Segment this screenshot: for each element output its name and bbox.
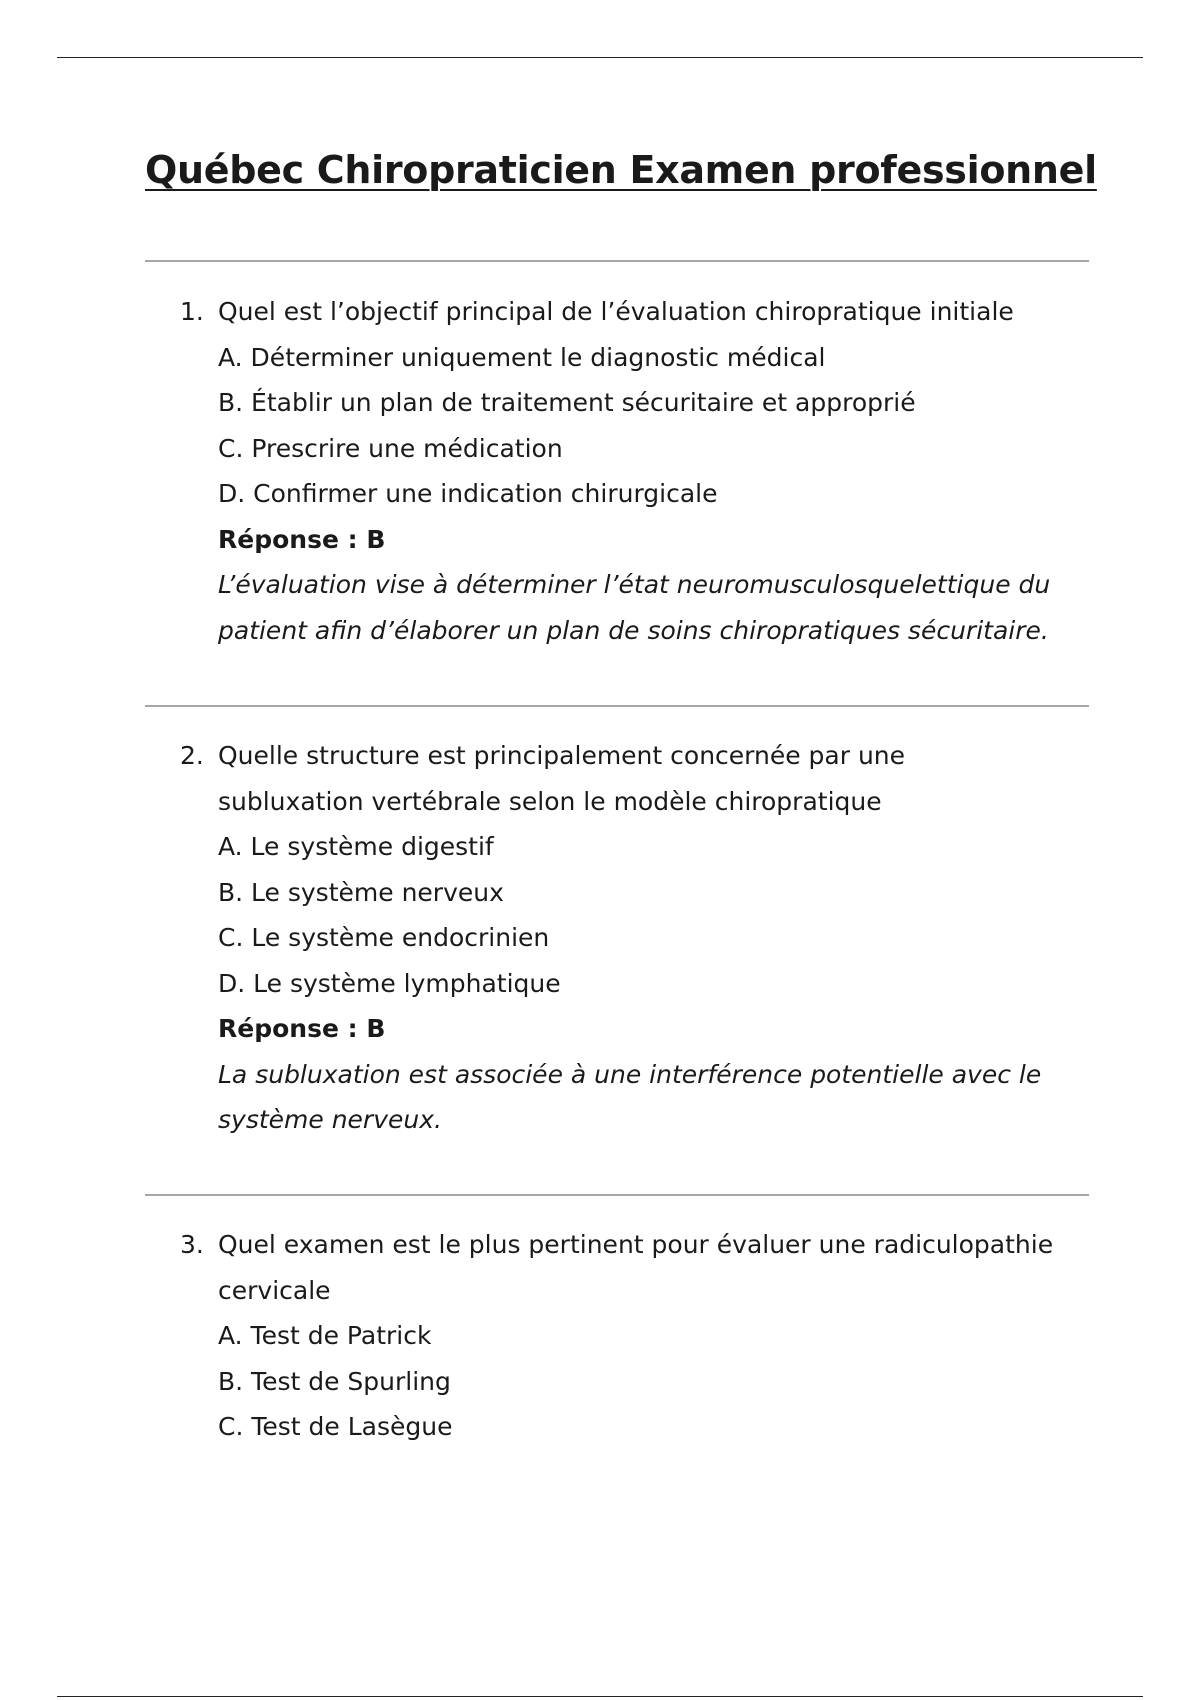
question-stem — [180, 733, 1100, 824]
option-c: C. Prescrire une médication — [218, 433, 563, 463]
question-3 — [180, 1222, 1100, 1450]
option-b: B. Test de Spurling — [218, 1366, 451, 1396]
page-bottom-rule — [57, 1696, 1143, 1697]
answer-label: Réponse : B — [218, 524, 386, 554]
question-number: 2. — [180, 741, 204, 770]
option-c: C. Le système endocrinien — [218, 923, 550, 952]
option-b: B. Établir un plan de traitement sécuritaire et approprié — [218, 388, 916, 417]
answer-label: Réponse : B — [218, 1014, 386, 1043]
option-a: A. Test de Patrick — [218, 1321, 432, 1350]
question-number: 3. — [180, 1230, 204, 1259]
section-divider — [145, 1194, 1089, 1196]
explanation-line: La subluxation est associée à une interférence potentielle avec le — [218, 1059, 1042, 1089]
question-1 — [180, 289, 1100, 653]
document-title: Québec Chiropraticien Examen professionnel — [145, 148, 1097, 192]
option-a: A. Déterminer uniquement le diagnostic médical — [218, 342, 826, 372]
option-d: D. Le système lymphatique — [218, 968, 561, 998]
question-number: 1. — [180, 297, 204, 326]
question-stem-line: Quelle structure est principalement concernée par une — [218, 741, 906, 770]
section-divider — [145, 260, 1089, 262]
question-stem-line: cervicale — [218, 1275, 331, 1305]
explanation-line: L’évaluation vise à déterminer l’état neuromusculosquelettique du — [218, 570, 1051, 599]
option-d: D. Confirmer une indication chirurgicale — [218, 479, 718, 508]
explanation-line: système nerveux. — [218, 1105, 442, 1134]
question-stem-line: Quel examen est le plus pertinent pour évaluer une radiculopathie — [218, 1230, 1054, 1259]
page-top-rule — [57, 57, 1143, 58]
option-b: B. Le système nerveux — [218, 877, 504, 907]
explanation-line: patient afin d’élaborer un plan de soins chiropratiques sécuritaire. — [218, 615, 1049, 645]
option-a: A. Le système digestif — [218, 832, 494, 861]
question-stem — [180, 1222, 1100, 1313]
question-stem-line: Quel est l’objectif principal de l’évaluation chiropratique initiale — [218, 297, 1014, 326]
section-divider — [145, 705, 1089, 707]
question-stem-line: subluxation vertébrale selon le modèle chiropratique — [218, 786, 882, 816]
question-2 — [180, 733, 1100, 1143]
question-stem — [180, 289, 1100, 335]
option-c: C. Test de Lasègue — [218, 1412, 453, 1441]
